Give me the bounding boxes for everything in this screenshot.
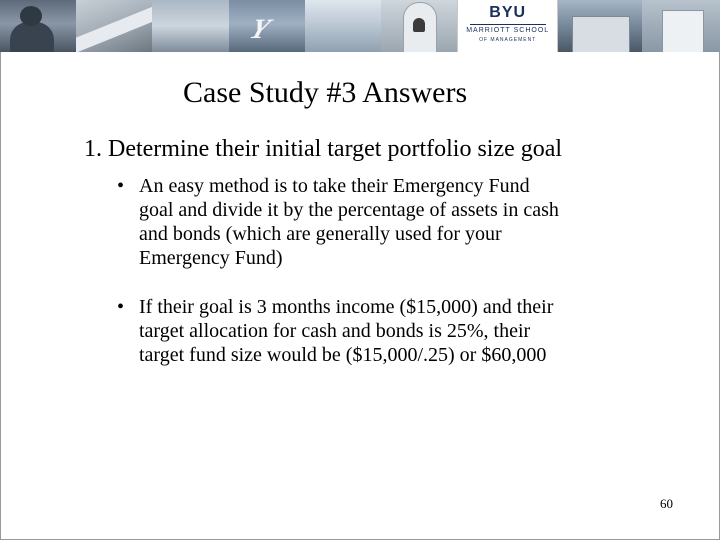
bullet-line: An easy method is to take their Emergency Fund [139,175,530,197]
bullet-marker: • [117,296,125,318]
bullet-line: goal and divide it by the percentage of assets in cash [139,199,559,221]
banner-photo-bell-tower [381,0,457,52]
logo-byu-text: BYU [489,4,527,21]
logo-school-text: MARRIOTT SCHOOL [466,27,550,34]
architecture-beam-shape [76,0,152,52]
slide-title: Case Study #3 Answers [183,76,468,109]
bullet-line: target fund size would be ($15,000/.25) or $60,000 [139,344,547,366]
campus-building-shape [572,16,630,52]
bullet-text [139,174,669,270]
logo-divider [470,24,546,25]
bell-icon [413,18,425,32]
banner-photo-sky [152,0,230,52]
page-number: 60 [660,496,673,511]
bullet-line: and bonds (which are generally used for your [139,223,502,245]
bullet-line: If their goal is 3 months income ($15,000) and their [139,296,554,318]
main-point: 1. Determine their initial target portfolio size goal [84,136,563,162]
mountain-y-icon: Y [245,14,275,45]
bullet-line: Emergency Fund) [139,247,283,269]
tower-building-shape [662,10,704,52]
bullet-line: target allocation for cash and bonds is 25%, their [139,320,531,342]
banner-photo-clouds [305,0,381,52]
byu-marriott-logo [457,0,559,52]
bullet-marker: • [117,175,125,197]
statue-head-shape [20,6,42,26]
statue-body-shape [10,22,54,52]
banner-photo-tower-building [642,0,720,52]
banner-photo-campus-building [558,0,642,52]
bullet-text [139,295,669,367]
banner-photo-statue [0,0,76,52]
photo-banner [0,0,720,52]
banner-photo-mountain-y [229,0,305,52]
logo-management-text: OF MANAGEMENT [479,37,537,43]
banner-photo-architecture [76,0,152,52]
